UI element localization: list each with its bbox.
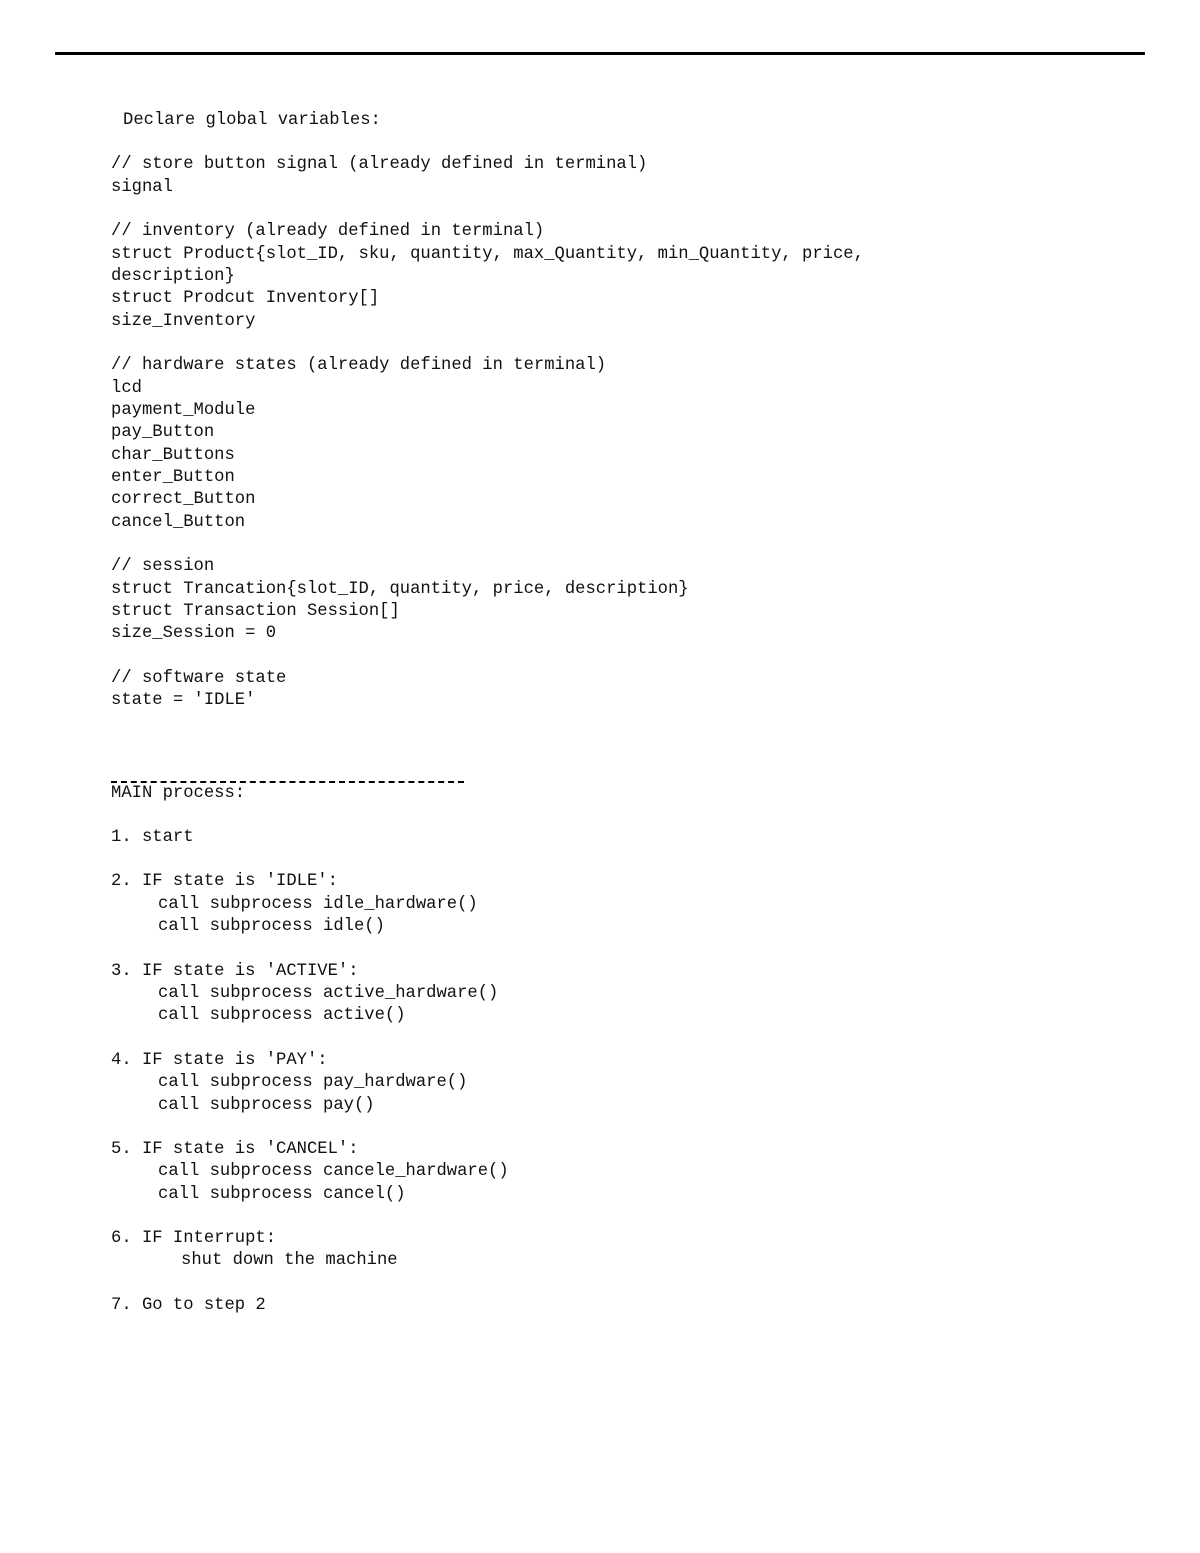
inventory-array: struct Prodcut Inventory[] [111,289,380,309]
hardware-var: pay_Button [111,423,215,443]
step-3-call: call subprocess active() [158,1006,406,1026]
product-struct-line1: struct Product{slot_ID, sku, quantity, max_Quantity, min_Quantity, price, [111,244,864,264]
top-horizontal-rule [55,52,1145,55]
step-3-condition: 3. IF state is 'ACTIVE': [111,961,359,981]
hardware-comment: // hardware states (already defined in terminal) [111,356,607,376]
transaction-struct: struct Trancation{slot_ID, quantity, price, description} [111,579,689,599]
hardware-var: payment_Module [111,400,256,420]
step-5-condition: 5. IF state is 'CANCEL': [111,1139,359,1159]
inventory-comment: // inventory (already defined in terminal) [111,222,545,242]
signal-comment: // store button signal (already defined in terminal) [111,155,648,175]
step-2-condition: 2. IF state is 'IDLE': [111,872,338,892]
step-6-condition: 6. IF Interrupt: [111,1229,277,1249]
main-heading: MAIN process: [111,783,246,803]
step-4-condition: 4. IF state is 'PAY': [111,1050,328,1070]
product-struct-line2: description} [111,266,235,286]
hardware-var: enter_Button [111,468,235,488]
step-5-call: call subprocess cancele_hardware() [158,1162,509,1182]
software-state-comment: // software state [111,668,287,688]
step-4-call: call subprocess pay() [158,1095,375,1115]
globals-heading: Declare global variables: [123,111,381,130]
step-5-call: call subprocess cancel() [158,1184,406,1204]
session-comment: // session [111,557,215,577]
session-array: struct Transaction Session[] [111,602,400,622]
pseudocode-document [111,110,1111,1317]
step-2-call: call subprocess idle() [158,917,385,937]
step-2-call: call subprocess idle_hardware() [158,894,478,914]
hardware-var: char_Buttons [111,445,235,465]
main-process-section [111,783,1111,1318]
signal-variable: signal [111,177,173,197]
hardware-var: lcd [111,378,142,398]
step-3-call: call subprocess active_hardware() [158,983,499,1003]
globals-section [111,110,1111,713]
hardware-var: correct_Button [111,490,256,510]
step-1: 1. start [111,827,194,847]
hardware-var: cancel_Button [111,512,246,532]
step-7: 7. Go to step 2 [111,1295,266,1315]
step-6-action: shut down the machine [181,1251,398,1271]
state-init: state = 'IDLE' [111,691,256,711]
inventory-size: size_Inventory [111,311,256,331]
session-size: size_Session = 0 [111,624,277,644]
step-4-call: call subprocess pay_hardware() [158,1073,468,1093]
